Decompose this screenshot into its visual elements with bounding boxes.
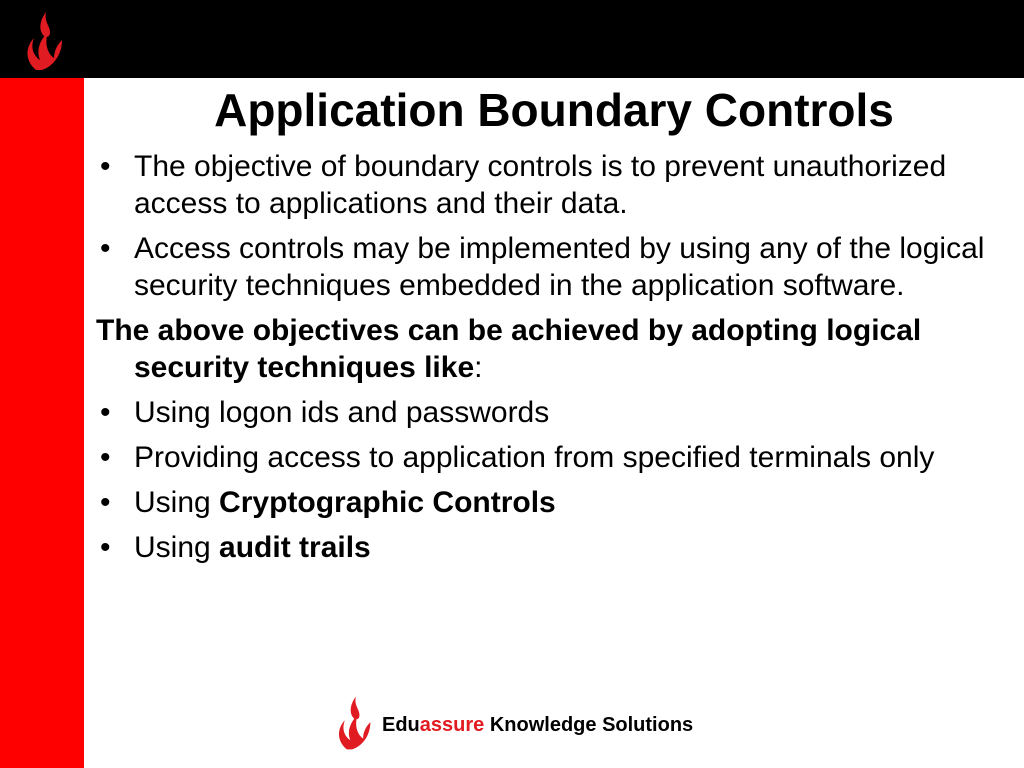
brand-part-rest: Knowledge Solutions <box>484 714 694 736</box>
bullet-text: Access controls may be implemented by using any of the logical security techniques embedded in the application software. <box>134 232 985 302</box>
flame-logo-icon <box>22 10 66 72</box>
bullet-text: The objective of boundary controls is to prevent unauthorized access to applications and their data. <box>134 150 947 220</box>
bullet-dot: • <box>100 396 111 429</box>
bullet-item <box>96 148 996 222</box>
bullet-bold-text: audit trails <box>219 531 371 564</box>
lead-paragraph <box>96 312 996 386</box>
bullet-item <box>96 394 996 431</box>
bullet-item <box>96 529 996 566</box>
bullet-dot: • <box>100 232 111 265</box>
bullet-item <box>96 230 996 304</box>
slide-title: Application Boundary Controls <box>214 84 894 136</box>
bullet-text: Using <box>134 531 220 564</box>
lead-bold-text: The above objectives can be achieved by adopting logical security techniques like <box>96 314 922 384</box>
bullet-dot: • <box>100 150 111 183</box>
bullet-dot: • <box>100 441 111 474</box>
footer-brand-text <box>382 714 693 737</box>
bullet-bold-text: Cryptographic Controls <box>219 486 556 519</box>
left-red-bar <box>0 78 84 768</box>
bullet-dot: • <box>100 531 111 564</box>
footer-brand <box>334 694 754 756</box>
bullet-text: Using <box>134 486 220 519</box>
bullet-dot: • <box>100 486 111 519</box>
bullet-item <box>96 484 996 521</box>
top-black-bar <box>0 0 1024 78</box>
flame-logo-icon <box>334 694 374 752</box>
bullet-item <box>96 439 996 476</box>
brand-part-edu: Edu <box>382 714 420 736</box>
brand-part-assure: assure <box>419 714 485 736</box>
lead-tail: : <box>474 351 483 384</box>
bullet-text: Providing access to application from specified terminals only <box>134 441 935 474</box>
bullet-text: Using logon ids and passwords <box>134 396 550 429</box>
slide-body <box>96 148 996 574</box>
